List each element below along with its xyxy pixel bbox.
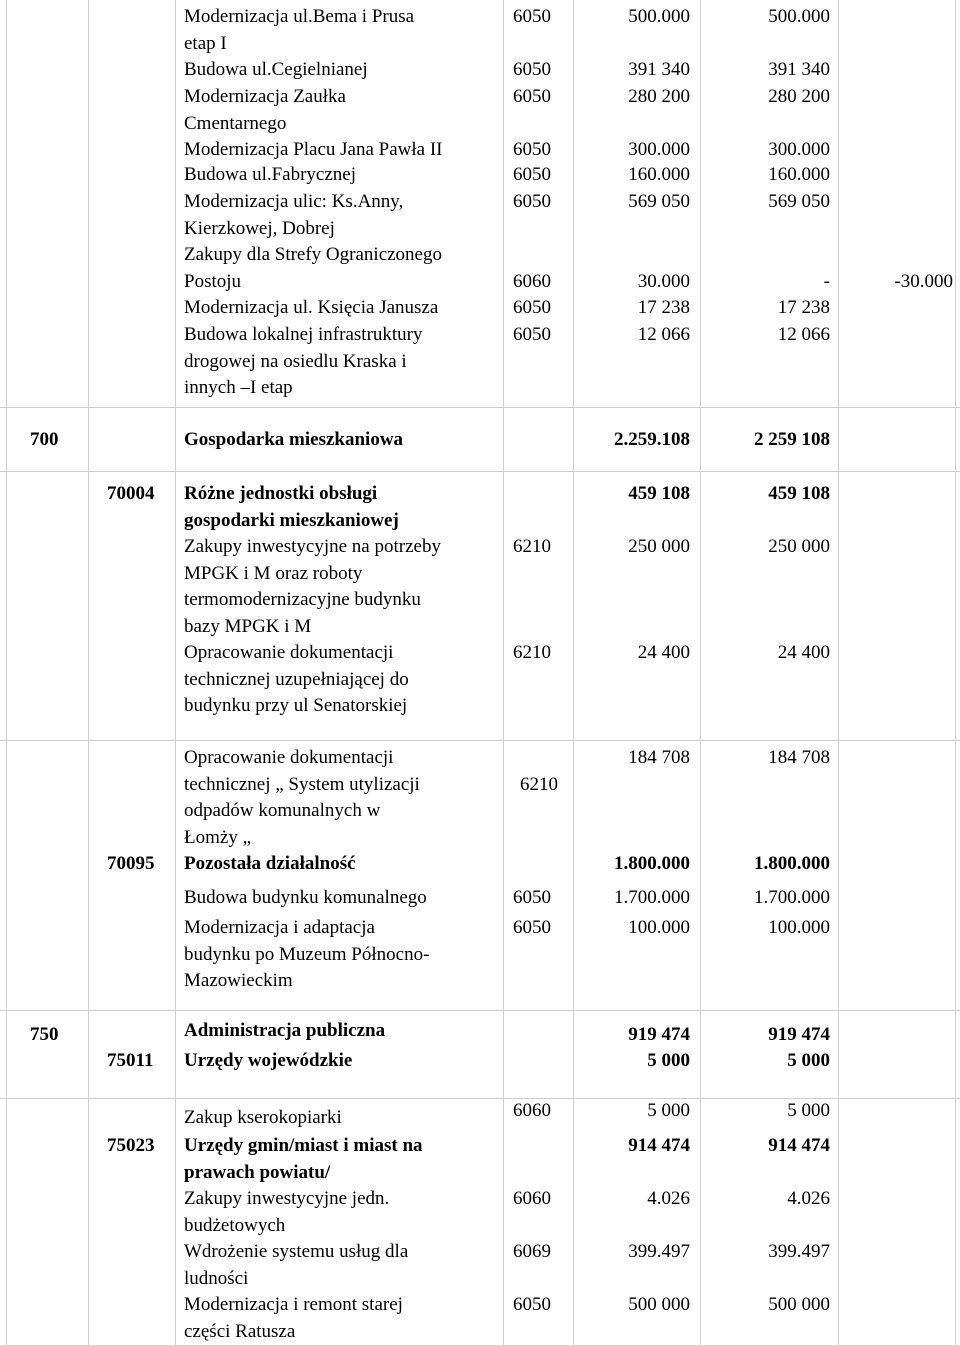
plan-value: 12 066 bbox=[637, 324, 690, 345]
section-code: 750 bbox=[30, 1024, 59, 1045]
paragraph-code: 6210 bbox=[513, 536, 551, 557]
chapter-code: 75011 bbox=[107, 1050, 154, 1071]
change-value: 569 050 bbox=[768, 191, 830, 212]
change-value: 300.000 bbox=[768, 139, 830, 160]
plan-value: 914 474 bbox=[628, 1135, 690, 1156]
paragraph-code: 6050 bbox=[513, 324, 551, 345]
grid-line bbox=[0, 407, 960, 408]
plan-value: 100.000 bbox=[628, 917, 690, 938]
plan-value: 459 108 bbox=[628, 483, 690, 504]
chapter-name: Urzędy wojewódzkie bbox=[184, 1050, 353, 1071]
paragraph-code: 6060 bbox=[513, 1188, 551, 1209]
plan-value: 500.000 bbox=[628, 6, 690, 27]
change-value: 500.000 bbox=[768, 6, 830, 27]
paragraph-code: 6050 bbox=[513, 887, 551, 908]
paragraph-code: 6050 bbox=[513, 6, 551, 27]
change-value: 914 474 bbox=[768, 1135, 830, 1156]
grid-line bbox=[0, 740, 960, 741]
plan-value: 17 238 bbox=[637, 297, 690, 318]
change-value: 12 066 bbox=[777, 324, 830, 345]
chapter-code: 70004 bbox=[107, 483, 155, 504]
item-description: Zakupy inwestycyjne jedn. budżetowych bbox=[184, 1188, 390, 1236]
item-description: Modernizacja Zaułka Cmentarnego bbox=[184, 86, 346, 134]
chapter-code: 75023 bbox=[107, 1135, 155, 1156]
paragraph-code: 6050 bbox=[513, 1294, 551, 1315]
plan-value: 250 000 bbox=[628, 536, 690, 557]
grid-line bbox=[0, 1010, 960, 1011]
item-description: Budowa ul.Cegielnianej bbox=[184, 59, 368, 80]
paragraph-code: 6050 bbox=[513, 297, 551, 318]
item-description: Budowa budynku komunalnego bbox=[184, 887, 427, 908]
change-value: 5 000 bbox=[787, 1050, 830, 1071]
grid-line bbox=[503, 0, 504, 1345]
item-description: Zakupy inwestycyjne na potrzeby MPGK i M oraz roboty termomodernizacyjne budynku bazy MPGK i M bbox=[184, 536, 441, 637]
item-description: Modernizacja i adaptacja budynku po Muzeum Północno- Mazowieckim bbox=[184, 917, 430, 991]
change-value: 919 474 bbox=[768, 1024, 830, 1045]
grid-line bbox=[838, 0, 839, 1345]
grid-line bbox=[175, 0, 176, 1345]
change-value: 2 259 108 bbox=[754, 429, 830, 450]
change-value: 184 708 bbox=[768, 747, 830, 768]
paragraph-code: 6050 bbox=[513, 191, 551, 212]
paragraph-code: 6050 bbox=[513, 86, 551, 107]
item-description: Modernizacja Placu Jana Pawła II bbox=[184, 139, 443, 160]
decrease-value: -30.000 bbox=[894, 271, 953, 292]
plan-value: 300.000 bbox=[628, 139, 690, 160]
paragraph-code: 6069 bbox=[513, 1241, 551, 1262]
plan-value: 24 400 bbox=[637, 642, 690, 663]
change-value: 250 000 bbox=[768, 536, 830, 557]
plan-value: 5 000 bbox=[647, 1100, 690, 1121]
item-description: Opracowanie dokumentacji technicznej uzupełniającej do budynku przy ul Senatorskiej bbox=[184, 642, 409, 716]
grid-line bbox=[0, 471, 960, 472]
chapter-code: 70095 bbox=[107, 853, 155, 874]
item-description: Modernizacja ul.Bema i Prusa etap I bbox=[184, 6, 415, 54]
plan-value: 1.800.000 bbox=[614, 853, 690, 874]
change-value: 399.497 bbox=[768, 1241, 830, 1262]
change-value: 280 200 bbox=[768, 86, 830, 107]
change-value: 5 000 bbox=[787, 1100, 830, 1121]
plan-value: 919 474 bbox=[628, 1024, 690, 1045]
change-value: - bbox=[823, 271, 830, 292]
item-description: Zakupy dla Strefy Ograniczonego Postoju bbox=[184, 244, 442, 292]
change-value: 1.800.000 bbox=[754, 853, 830, 874]
section-name: Gospodarka mieszkaniowa bbox=[184, 429, 404, 450]
paragraph-code: 6210 bbox=[513, 642, 551, 663]
plan-value: 399.497 bbox=[628, 1241, 690, 1262]
section-code: 700 bbox=[30, 429, 59, 450]
change-value: 4.026 bbox=[787, 1188, 830, 1209]
grid-line bbox=[88, 0, 89, 1345]
item-description: Modernizacja ul. Księcia Janusza bbox=[184, 297, 439, 318]
grid-line bbox=[6, 0, 7, 1345]
item-description: Wdrożenie systemu usług dla ludności bbox=[184, 1241, 409, 1289]
plan-value: 184 708 bbox=[628, 747, 690, 768]
paragraph-code: 6050 bbox=[513, 917, 551, 938]
chapter-name: Urzędy gmin/miast i miast na prawach powiatu/ bbox=[184, 1135, 423, 1183]
plan-value: 391 340 bbox=[628, 59, 690, 80]
paragraph-code: 6060 bbox=[513, 271, 551, 292]
item-description: Modernizacja i remont starej części Ratusza bbox=[184, 1294, 403, 1342]
change-value: 100.000 bbox=[768, 917, 830, 938]
item-description: Modernizacja ulic: Ks.Anny, Kierzkowej, Dobrej bbox=[184, 191, 404, 239]
plan-value: 30.000 bbox=[637, 271, 690, 292]
plan-value: 2.259.108 bbox=[614, 429, 690, 450]
paragraph-code: 6210 bbox=[520, 774, 558, 795]
plan-value: 4.026 bbox=[647, 1188, 690, 1209]
paragraph-code: 6060 bbox=[513, 1100, 551, 1121]
change-value: 24 400 bbox=[777, 642, 830, 663]
item-description: Opracowanie dokumentacji technicznej „ System utylizacji odpadów komunalnych w Łomży „ bbox=[184, 747, 420, 848]
paragraph-code: 6050 bbox=[513, 139, 551, 160]
change-value: 500 000 bbox=[768, 1294, 830, 1315]
plan-value: 280 200 bbox=[628, 86, 690, 107]
paragraph-code: 6050 bbox=[513, 59, 551, 80]
chapter-name: Pozostała działalność bbox=[184, 853, 356, 874]
change-value: 17 238 bbox=[777, 297, 830, 318]
change-value: 1.700.000 bbox=[754, 887, 830, 908]
plan-value: 569 050 bbox=[628, 191, 690, 212]
change-value: 391 340 bbox=[768, 59, 830, 80]
plan-value: 160.000 bbox=[628, 164, 690, 185]
paragraph-code: 6050 bbox=[513, 164, 551, 185]
item-description: Zakup kserokopiarki bbox=[184, 1107, 342, 1128]
change-value: 160.000 bbox=[768, 164, 830, 185]
plan-value: 500 000 bbox=[628, 1294, 690, 1315]
item-description: Budowa ul.Fabrycznej bbox=[184, 164, 357, 185]
grid-line bbox=[955, 0, 956, 1345]
change-value: 459 108 bbox=[768, 483, 830, 504]
plan-value: 5 000 bbox=[647, 1050, 690, 1071]
section-name: Administracja publiczna bbox=[184, 1020, 386, 1041]
item-description: Budowa lokalnej infrastruktury drogowej na osiedlu Kraska i innych –I etap bbox=[184, 324, 423, 398]
plan-value: 1.700.000 bbox=[614, 887, 690, 908]
chapter-name: Różne jednostki obsługi gospodarki mieszkaniowej bbox=[184, 483, 399, 531]
